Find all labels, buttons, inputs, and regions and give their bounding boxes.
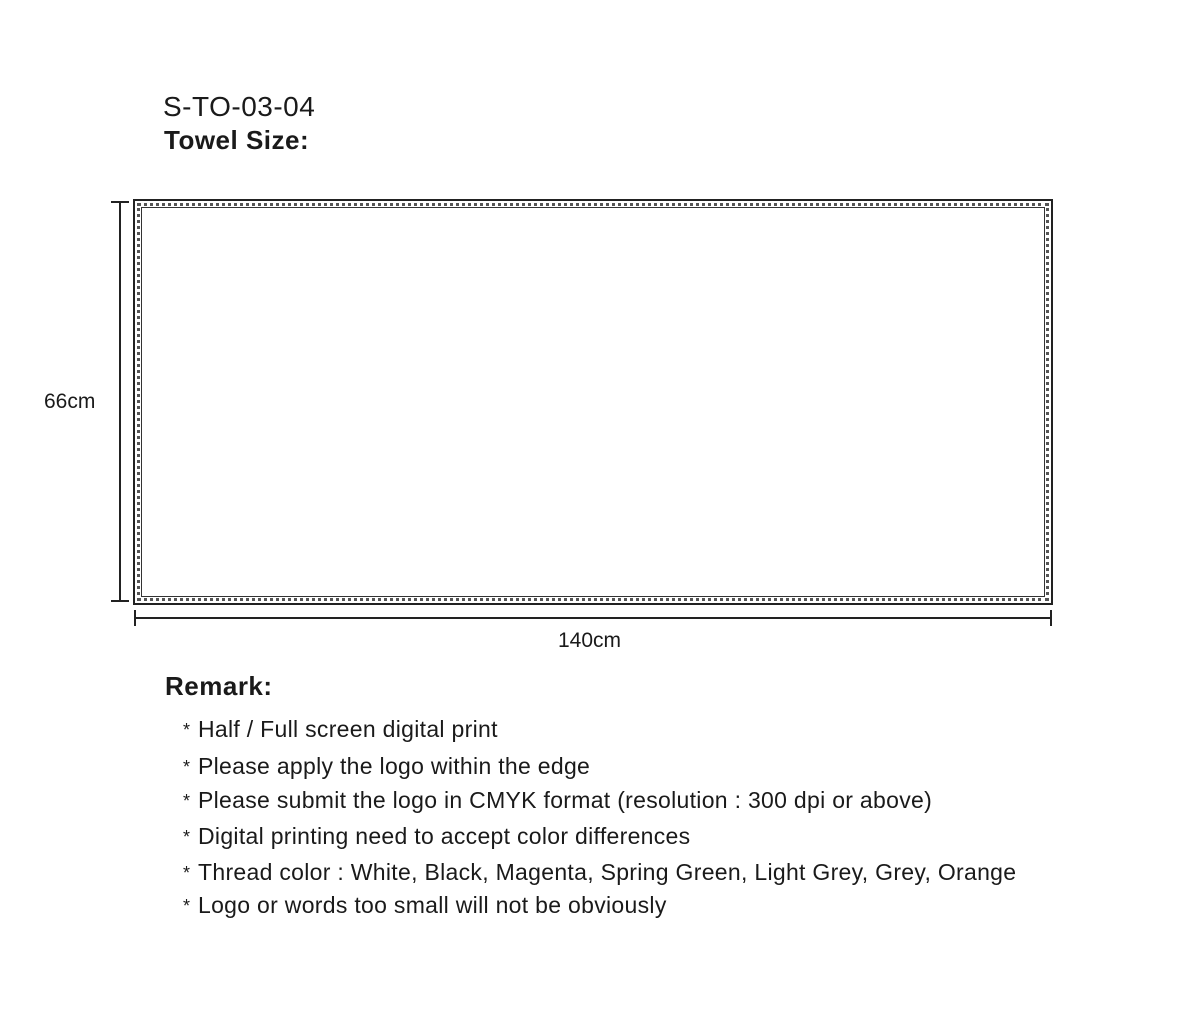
width-label: 140cm xyxy=(558,629,622,652)
remark-text: Digital printing need to accept color differences xyxy=(198,823,691,849)
remark-item xyxy=(183,718,498,741)
remark-text: Logo or words too small will not be obviously xyxy=(198,892,667,918)
height-dimension-tick-bottom xyxy=(111,600,129,602)
towel-outline xyxy=(133,199,1053,605)
remark-item xyxy=(183,861,1016,884)
height-dimension-tick-top xyxy=(111,201,129,203)
width-dimension-line xyxy=(135,617,1051,619)
remark-text: Please apply the logo within the edge xyxy=(198,753,591,779)
height-label: 66cm xyxy=(44,390,96,413)
remark-heading: Remark: xyxy=(165,671,273,701)
remark-text: Please submit the logo in CMYK format (resolution : 300 dpi or above) xyxy=(198,787,933,813)
bullet-icon: * xyxy=(183,757,191,777)
remark-item xyxy=(183,825,690,848)
height-dimension-line xyxy=(119,201,121,602)
remark-text: Thread color : White, Black, Magenta, Spring Green, Light Grey, Grey, Orange xyxy=(198,859,1017,885)
bullet-icon: * xyxy=(183,863,191,883)
product-code: S-TO-03-04 xyxy=(163,91,316,122)
bullet-icon: * xyxy=(183,827,191,847)
bullet-icon: * xyxy=(183,720,191,740)
width-dimension-tick-left xyxy=(134,610,136,626)
towel-inner-edge xyxy=(141,207,1045,597)
bullet-icon: * xyxy=(183,896,191,916)
remark-text: Half / Full screen digital print xyxy=(198,716,498,742)
bullet-icon: * xyxy=(183,791,191,811)
remark-item xyxy=(183,789,932,812)
towel-size-heading: Towel Size: xyxy=(164,125,310,155)
width-dimension-tick-right xyxy=(1050,610,1052,626)
remark-item xyxy=(183,894,667,917)
remark-item xyxy=(183,755,590,778)
